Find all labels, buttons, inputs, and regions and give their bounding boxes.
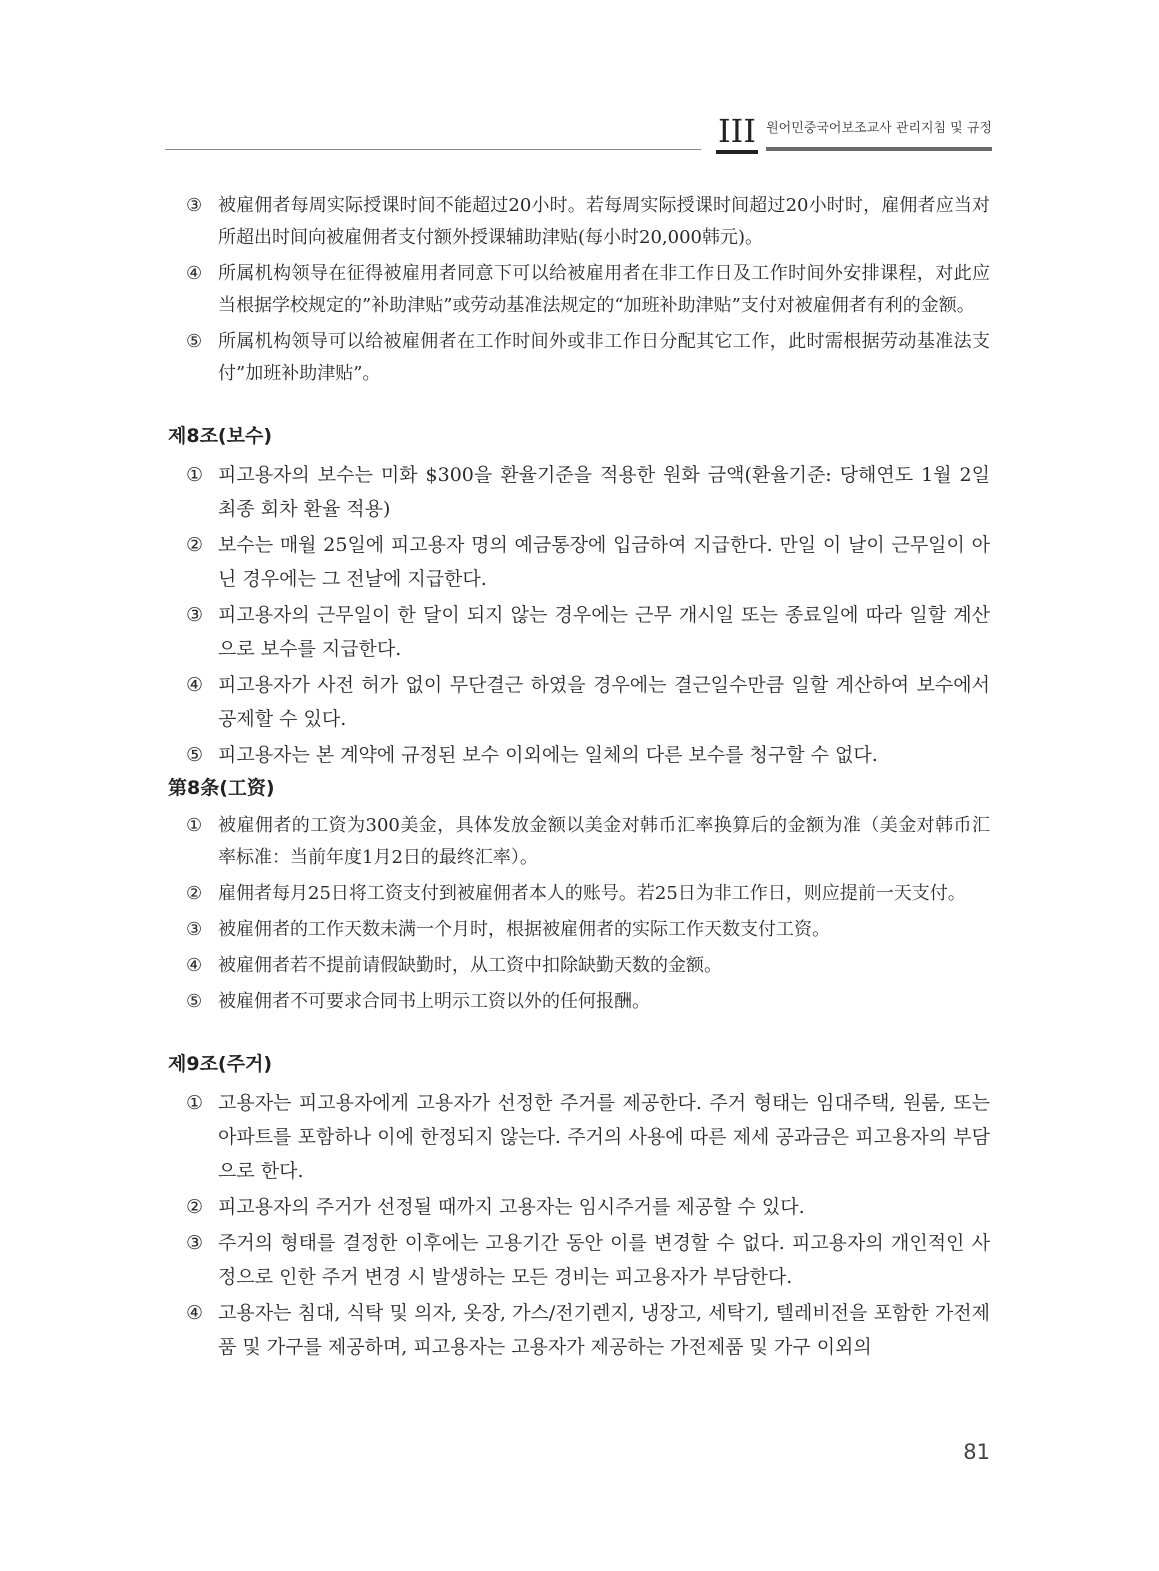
section-article-8-zh (168, 774, 990, 1018)
list-item: ② 보수는 매월 25일에 피고용자 명의 예금통장에 입금하여 지급한다. 만일 이 날이 근무일이 아닌 경우에는 그 전날에 지급한다. (186, 534, 990, 590)
list-item: ③ 피고용자의 근무일이 한 달이 되지 않는 경우에는 근무 개시일 또는 종료일에 따라 일할 계산으로 보수를 지급한다. (186, 604, 990, 660)
list-item: ① 고용자는 피고용자에게 고용자가 선정한 주거를 제공한다. 주거 형태는 임대주택, 원룸, 또는 아파트를 포함하나 이에 한정되지 않는다. 주거의 사용에 따른 제세 공과금은 피고용자의 부담으로 한다. (186, 1092, 990, 1182)
section-article-9-ko (168, 1050, 990, 1364)
list-item: ④ 고용자는 침대, 식탁 및 의자, 옷장, 가스/전기렌지, 냉장고, 세탁기, 텔레비전을 포함한 가전제품 및 가구를 제공하며, 피고용자는 고용자가 제공하는 가전제품 및 가구 이외의 (186, 1302, 990, 1358)
list-item: ⑤ 被雇佣者不可要求合同书上明示工资以外的任何报酬。 (186, 991, 650, 1012)
list-item: ④ 피고용자가 사전 허가 없이 무단결근 하였을 경우에는 결근일수만큼 일할 계산하여 보수에서 공제할 수 있다. (186, 674, 990, 730)
page-content (168, 190, 990, 1366)
header-title: 원어민중국어보조교사 관리지침 및 규정 (766, 121, 992, 136)
section-heading: 제9조(주거) (168, 1053, 273, 1075)
header-rule-left (165, 149, 701, 150)
section-article-8-ko (168, 422, 990, 772)
section-heading: 제8조(보수) (168, 425, 273, 447)
list-item: ③ 被雇佣者每周实际授课时间不能超过20小时。若每周实际授课时间超过20小时时，雇佣者应当对所超出时间向被雇佣者支付额外授课辅助津贴(每小时20,000韩元)。 (186, 195, 990, 248)
running-header (0, 0, 1159, 160)
header-rule-right (766, 147, 992, 151)
list-item: ⑤ 所属机构领导可以给被雇佣者在工作时间外或非工作日分配其它工作，此时需根据劳动基准法支付”加班补助津贴”。 (186, 331, 990, 384)
list-item: ① 피고용자의 보수는 미화 $300을 환율기준을 적용한 원화 금액(환율기준: 당해연도 1월 2일 최종 회차 환율 적용) (186, 464, 990, 520)
list-item: ② 雇佣者每月25日将工资支付到被雇佣者本人的账号。若25日为非工作日，则应提前一天支付。 (186, 883, 966, 904)
chapter-numeral: III (716, 108, 758, 154)
list-item: ③ 被雇佣者的工作天数未满一个月时，根据被雇佣者的实际工作天数支付工资。 (186, 919, 830, 940)
list-item: ④ 所属机构领导在征得被雇用者同意下可以给被雇用者在非工作日及工作时间外安排课程，对此应当根据学校规定的”补助津贴”或劳动基准法规定的“加班补助津贴”支付对被雇佣者有利的金额。 (186, 263, 990, 316)
list-item: ① 被雇佣者的工资为300美金，具体发放金额以美金对韩币汇率换算后的金额为准（美金对韩币汇率标准：当前年度1月2日的最终汇率）。 (186, 815, 990, 868)
list-item: ⑤ 피고용자는 본 계약에 규정된 보수 이외에는 일체의 다른 보수를 청구할 수 없다. (186, 744, 878, 766)
list-item: ④ 被雇佣者若不提前请假缺勤时，从工资中扣除缺勤天数的金额。 (186, 955, 722, 976)
list-item: ③ 주거의 형태를 결정한 이후에는 고용기간 동안 이를 변경할 수 없다. 피고용자의 개인적인 사정으로 인한 주거 변경 시 발생하는 모든 경비는 피고용자가 부담한다. (186, 1232, 990, 1288)
section-heading: 第8条(工资) (168, 777, 275, 799)
section-zh-continued (168, 190, 990, 390)
page-number: 81 (963, 1440, 990, 1464)
list-item: ② 피고용자의 주거가 선정될 때까지 고용자는 임시주거를 제공할 수 있다. (186, 1196, 805, 1218)
